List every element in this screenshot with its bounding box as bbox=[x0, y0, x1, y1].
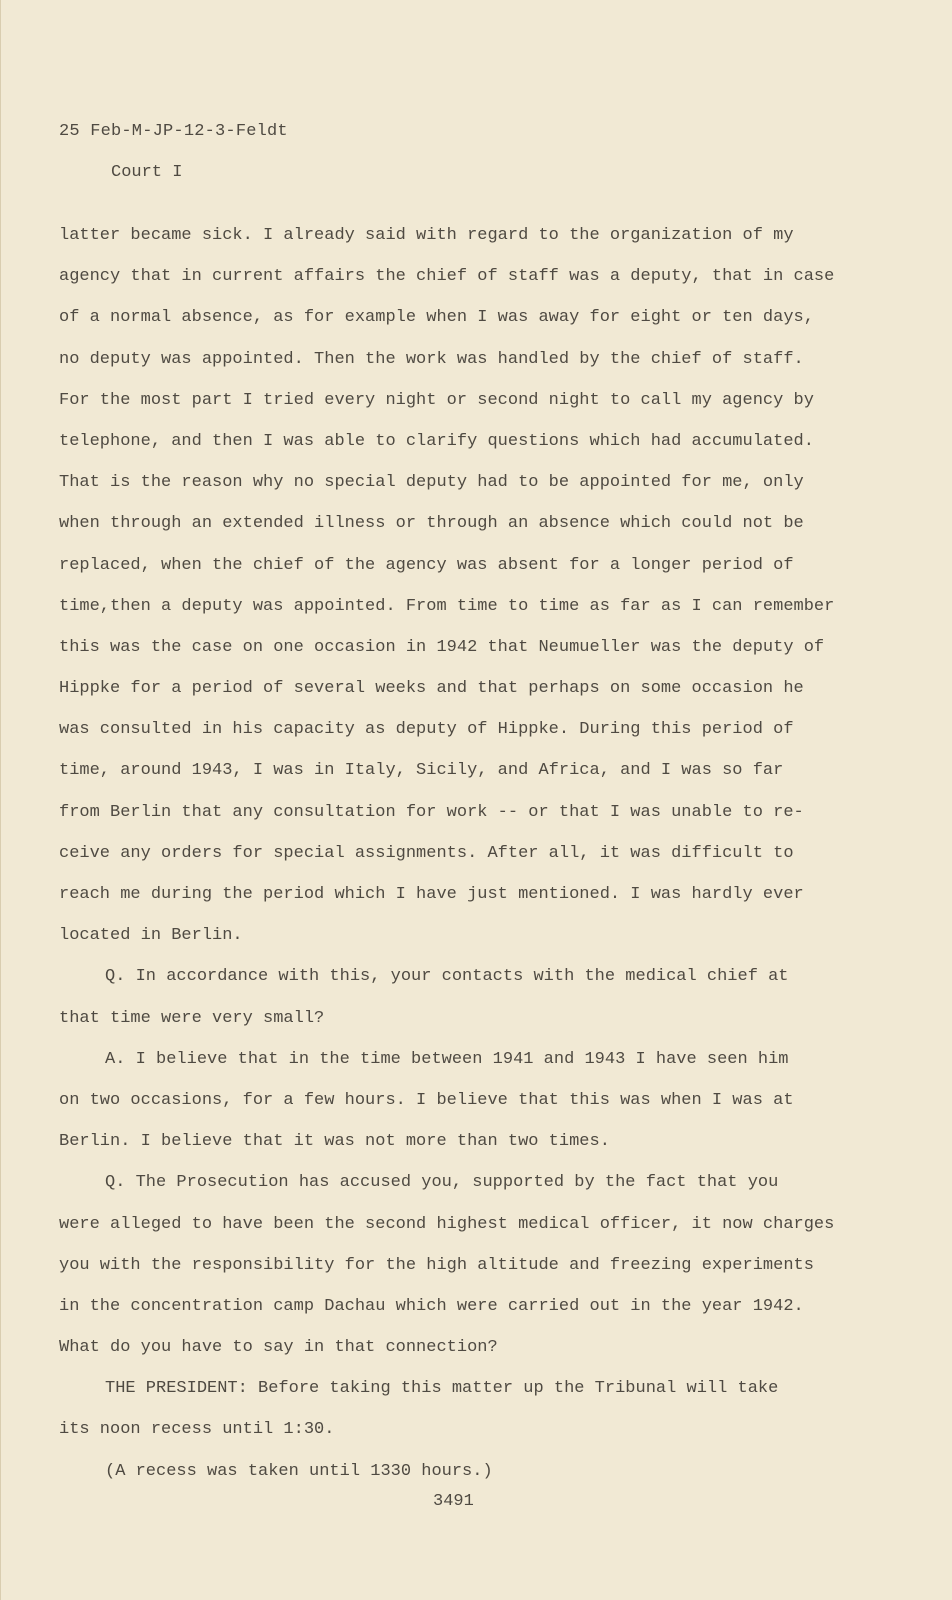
text-line: replaced, when the chief of the agency was absent for a longer period of bbox=[59, 555, 794, 575]
president-line: THE PRESIDENT: Before taking this matter up the Tribunal will take bbox=[105, 1379, 779, 1399]
transcript-body bbox=[59, 226, 849, 1503]
text-line: on two occasions, for a few hours. I believe that this was when I was at bbox=[59, 1090, 794, 1110]
text-line: time,then a deputy was appointed. From time to time as far as I can remember bbox=[59, 596, 835, 616]
text-line: Hippke for a period of several weeks and that perhaps on some occasion he bbox=[59, 679, 804, 699]
text-line: in the concentration camp Dachau which were carried out in the year 1942. bbox=[59, 1296, 804, 1316]
text-line: you with the responsibility for the high altitude and freezing experiments bbox=[59, 1255, 814, 1275]
text-line: located in Berlin. bbox=[59, 926, 243, 946]
text-line: was consulted in his capacity as deputy of Hippke. During this period of bbox=[59, 720, 794, 740]
text-line: reach me during the period which I have just mentioned. I was hardly ever bbox=[59, 885, 804, 904]
answer-line: A. I believe that in the time between 1941 and 1943 I have seen him bbox=[105, 1049, 789, 1069]
text-line: were alleged to have been the second highest medical officer, it now charges bbox=[59, 1214, 835, 1234]
docket-header: 25 Feb-M-JP-12-3-Feldt bbox=[59, 122, 288, 141]
text-line: this was the case on one occasion in 1942 that Neumueller was the deputy of bbox=[59, 637, 825, 657]
text-line: That is the reason why no special deputy had to be appointed for me, only bbox=[59, 473, 804, 493]
text-line: when through an extended illness or through an absence which could not be bbox=[59, 514, 804, 534]
text-line: no deputy was appointed. Then the work was handled by the chief of staff. bbox=[59, 349, 804, 369]
text-line: ceive any orders for special assignments. After all, it was difficult to bbox=[59, 843, 794, 863]
text-line: that time were very small? bbox=[59, 1008, 325, 1028]
text-line: agency that in current affairs the chief of staff was a deputy, that in case bbox=[59, 267, 835, 287]
text-line: its noon recess until 1:30. bbox=[59, 1420, 335, 1440]
court-label: Court I bbox=[111, 163, 183, 182]
text-line: For the most part I tried every night or second night to call my agency by bbox=[59, 390, 814, 410]
question-line: Q. In accordance with this, your contacts with the medical chief at bbox=[105, 967, 789, 987]
text-line: Berlin. I believe that it was not more than two times. bbox=[59, 1132, 610, 1152]
text-line: telephone, and then I was able to clarify questions which had accumulated. bbox=[59, 431, 814, 451]
page-number: 3491 bbox=[433, 1492, 474, 1511]
recess-note: (A recess was taken until 1330 hours.) bbox=[105, 1461, 493, 1481]
text-line: latter became sick. I already said with regard to the organization of my bbox=[59, 226, 794, 245]
question-line: Q. The Prosecution has accused you, supported by the fact that you bbox=[105, 1173, 779, 1193]
text-line: What do you have to say in that connection? bbox=[59, 1338, 498, 1358]
text-line: from Berlin that any consultation for work -- or that I was unable to re- bbox=[59, 802, 804, 822]
text-line: of a normal absence, as for example when I was away for eight or ten days, bbox=[59, 308, 814, 328]
text-line: time, around 1943, I was in Italy, Sicily, and Africa, and I was so far bbox=[59, 761, 784, 781]
